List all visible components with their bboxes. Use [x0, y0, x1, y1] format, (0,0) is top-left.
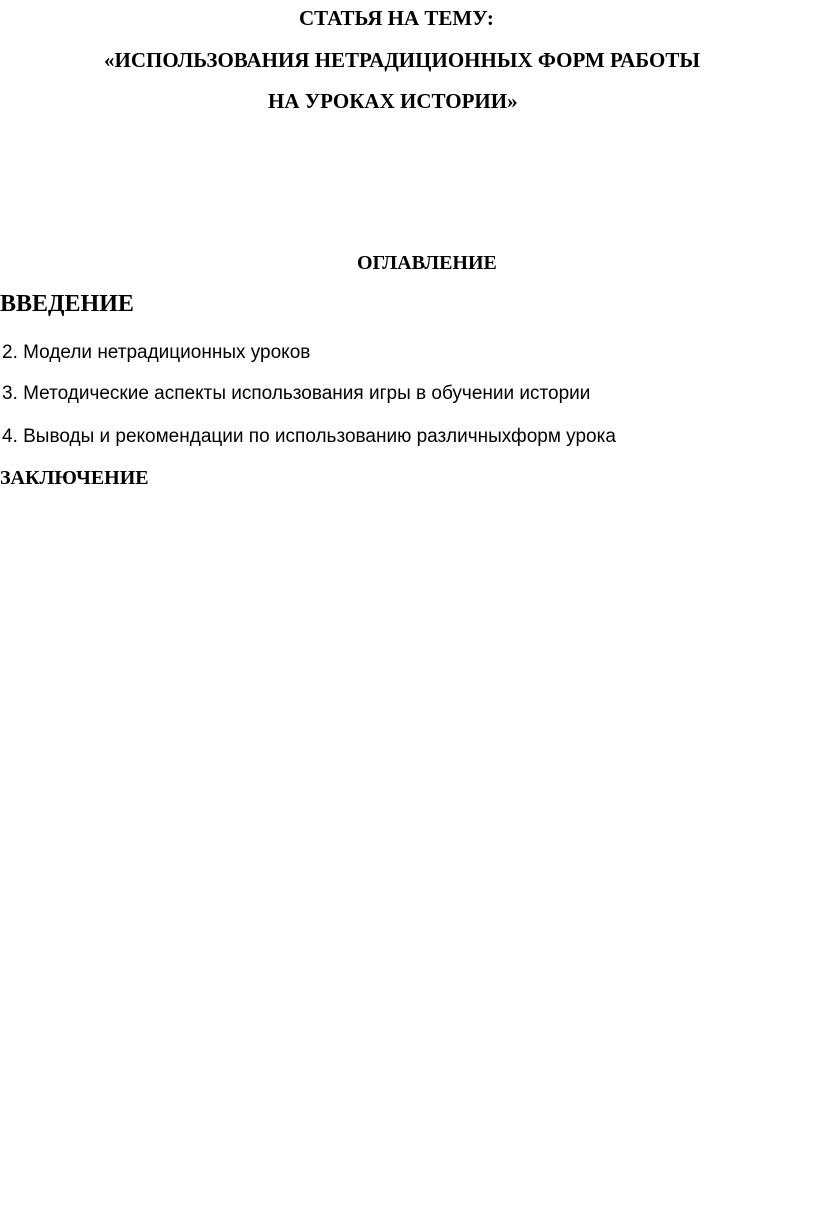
toc-item: 4. Выводы и рекомендации по использованию различныхформ урока	[2, 426, 616, 447]
toc-item-conclusion: ЗАКЛЮЧЕНИЕ	[0, 467, 149, 489]
toc-item-introduction: ВВЕДЕНИЕ	[0, 291, 134, 317]
toc-item: 2. Модели нетрадиционных уроков	[2, 342, 311, 363]
article-title-line-1: СТАТЬЯ НА ТЕМУ:	[299, 6, 494, 30]
toc-heading: ОГЛАВЛЕНИЕ	[357, 252, 497, 274]
article-title-line-3: НА УРОКАХ ИСТОРИИ»	[268, 89, 518, 113]
article-title-line-2: «ИСПОЛЬЗОВАНИЯ НЕТРАДИЦИОННЫХ ФОРМ РАБОТЫ	[104, 48, 700, 72]
toc-item: 3. Методические аспекты использования игры в обучении истории	[2, 383, 591, 404]
